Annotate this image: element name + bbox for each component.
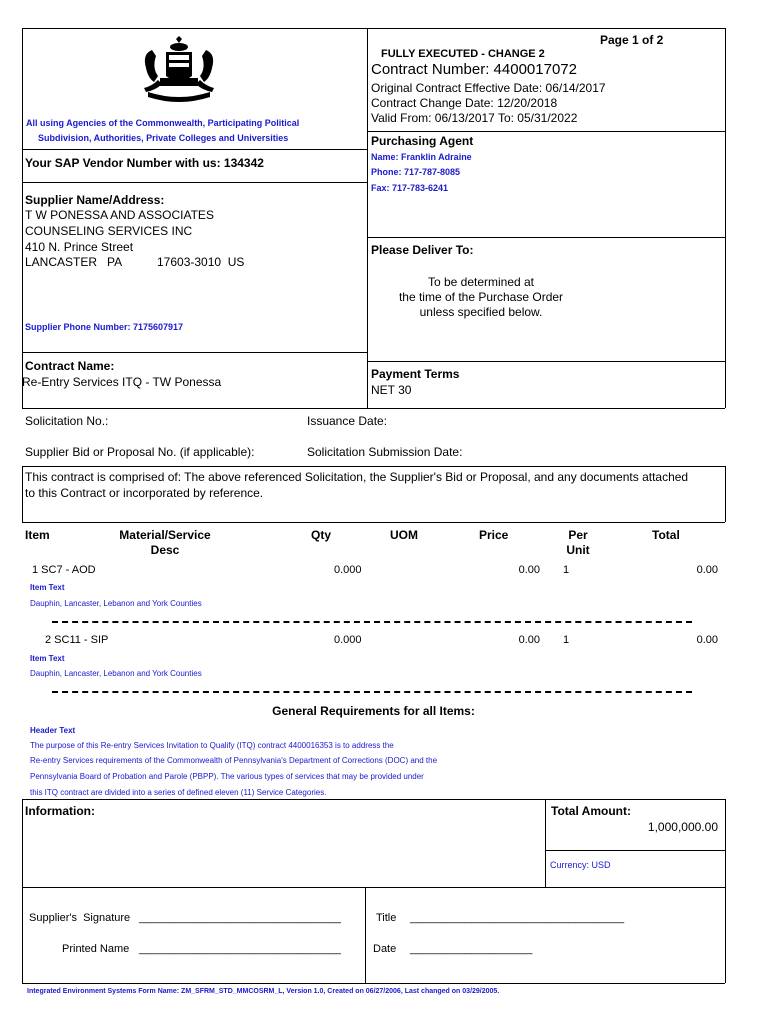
row-qty: 0.000 <box>334 634 362 646</box>
comprised-line-2: to this Contract or incorporated by reference. <box>25 486 264 500</box>
contract-name-value: Re-Entry Services ITQ - TW Ponessa <box>22 375 222 389</box>
printed-name-label: Printed Name <box>62 943 130 955</box>
deliver-line-1: To be determined at <box>427 275 535 289</box>
divider-header <box>367 131 725 132</box>
divider-deliver <box>367 361 725 362</box>
form-footer: Integrated Environment Systems Form Name: ZM_SFRM_STD_MMCOSRM_L, Version 1.0, Created on 06/27/2006, Last changed on 03/29/2005. <box>27 988 500 995</box>
frame-left-comprised <box>22 466 23 522</box>
supplier-city: LANCASTER PA <box>25 255 123 269</box>
divider-vendor <box>22 182 367 183</box>
row-total: 0.00 <box>696 564 718 576</box>
row-item-text: Dauphin, Lancaster, Lebanon and York Counties <box>30 669 202 678</box>
information-label: Information: <box>25 804 95 818</box>
header-text-label: Header Text <box>30 726 76 735</box>
row-separator <box>52 691 692 693</box>
supplier-signature-label: Supplier's Signature <box>29 912 131 924</box>
supplier-name-2: COUNSELING SERVICES INC <box>25 224 193 238</box>
vendor-number: Your SAP Vendor Number with us: 134342 <box>25 156 264 170</box>
deliver-line-2: the time of the Purchase Order <box>398 290 564 304</box>
header-text-line-1: The purpose of this Re-entry Services Invitation to Qualify (ITQ) contract 4400016353 is to address the <box>30 741 394 750</box>
deliver-line-3: unless specified below. <box>419 305 543 319</box>
comprised-line-1: This contract is comprised of: The above referenced Solicitation, the Supplier's Bid or Proposal, and any documents attached <box>25 470 689 484</box>
valid-dates: Valid From: 06/13/2017 To: 05/31/2022 <box>371 111 578 125</box>
divider-solicitation <box>22 466 725 467</box>
agencies-line-1: All using Agencies of the Commonwealth, Participating Political <box>26 118 300 128</box>
issuance-date: Issuance Date: <box>307 414 388 428</box>
row-item-text-label: Item Text <box>30 583 65 592</box>
supplier-signature-field[interactable]: _________________________________ <box>139 912 341 924</box>
contract-name-label: Contract Name: <box>25 359 115 373</box>
frame-right-comprised <box>725 466 726 522</box>
payment-terms-value: NET 30 <box>371 383 412 397</box>
supplier-label: Supplier Name/Address: <box>25 193 165 207</box>
col-item-header: Item <box>25 528 50 542</box>
divider-total-inner <box>545 850 725 851</box>
deliver-title: Please Deliver To: <box>371 243 474 257</box>
payment-terms-label: Payment Terms <box>371 367 460 381</box>
divider-signature-center <box>365 887 366 983</box>
general-requirements-title: General Requirements for all Items: <box>272 704 475 718</box>
page-number: Page 1 of 2 <box>600 33 664 47</box>
bid-proposal-no: Supplier Bid or Proposal No. (if applicable): <box>25 445 255 459</box>
col-qty-header: Qty <box>311 528 332 542</box>
purchasing-agent-title: Purchasing Agent <box>371 134 474 148</box>
row-price: 0.00 <box>518 634 540 646</box>
divider-info <box>22 799 725 800</box>
contract-number: Contract Number: 4400017072 <box>371 61 577 78</box>
row-item: 1 SC7 - AOD <box>32 564 96 576</box>
col-per-header-1: Per <box>568 528 588 542</box>
row-item: 2 SC11 - SIP <box>45 634 109 646</box>
divider-total <box>545 799 546 887</box>
title-field[interactable]: ___________________________________ <box>410 912 625 924</box>
date-field[interactable]: ____________________ <box>410 943 533 955</box>
divider-signature <box>22 887 725 888</box>
frame-right-bottom <box>725 799 726 983</box>
row-separator <box>52 621 692 623</box>
agencies-line-2: Subdivision, Authorities, Private Colleges and Universities <box>38 133 289 143</box>
row-item-text: Dauphin, Lancaster, Lebanon and York Counties <box>30 599 202 608</box>
row-qty: 0.000 <box>334 564 362 576</box>
pennsylvania-seal-icon <box>138 36 220 102</box>
original-effective-date: Original Contract Effective Date: 06/14/2017 <box>371 81 606 95</box>
agent-name: Name: Franklin Adraine <box>371 152 472 162</box>
col-desc-header-2: Desc <box>150 543 180 557</box>
col-uom-header: UOM <box>390 528 418 542</box>
supplier-phone: Supplier Phone Number: 7175607917 <box>25 322 184 332</box>
total-amount-value: 1,000,000.00 <box>647 820 718 834</box>
frame-top <box>22 28 725 29</box>
col-total-header: Total <box>652 528 680 542</box>
col-per-header-2: Unit <box>566 543 590 557</box>
solicitation-no: Solicitation No.: <box>25 414 109 428</box>
center-divider-top <box>367 28 368 408</box>
row-total: 0.00 <box>696 634 718 646</box>
frame-right-top <box>725 28 726 408</box>
supplier-street: 410 N. Prince Street <box>25 240 134 254</box>
frame-left-top <box>22 28 23 408</box>
supplier-name-1: T W PONESSA AND ASSOCIATES <box>25 208 214 222</box>
row-per-unit: 1 <box>563 564 570 576</box>
divider-comprised <box>22 522 725 523</box>
agent-fax: Fax: 717-783-6241 <box>371 183 449 193</box>
row-per-unit: 1 <box>563 634 570 646</box>
currency: Currency: USD <box>550 860 611 870</box>
header-text-line-2: Re-entry Services requirements of the Commonwealth of Pennsylvania's Department of Corrections (DOC) and the <box>30 756 438 765</box>
total-amount-label: Total Amount: <box>551 804 631 818</box>
divider-agent <box>367 237 725 238</box>
title-label: Title <box>376 912 397 924</box>
supplier-zip: 17603-3010 US <box>157 255 245 269</box>
contract-status: FULLY EXECUTED - CHANGE 2 <box>381 48 545 60</box>
submission-date: Solicitation Submission Date: <box>307 445 463 459</box>
col-desc-header-1: Material/Service <box>119 528 211 542</box>
row-item-text-label: Item Text <box>30 654 65 663</box>
divider-supplier <box>22 352 367 353</box>
row-price: 0.00 <box>518 564 540 576</box>
frame-left-bottom <box>22 799 23 983</box>
contract-change-date: Contract Change Date: 12/20/2018 <box>371 96 558 110</box>
col-price-header: Price <box>479 528 509 542</box>
header-text-line-4: this ITQ contract are divided into a series of defined eleven (11) Service Categories. <box>30 788 327 797</box>
header-text-line-3: Pennsylvania Board of Probation and Parole (PBPP). The various types of services that may be provided under <box>30 772 424 781</box>
agent-phone: Phone: 717-787-8085 <box>371 167 461 177</box>
divider-agencies <box>22 149 367 150</box>
printed-name-field[interactable]: _________________________________ <box>139 943 341 955</box>
date-label: Date <box>373 943 397 955</box>
divider-contract <box>22 408 725 409</box>
frame-bottom <box>22 983 725 984</box>
